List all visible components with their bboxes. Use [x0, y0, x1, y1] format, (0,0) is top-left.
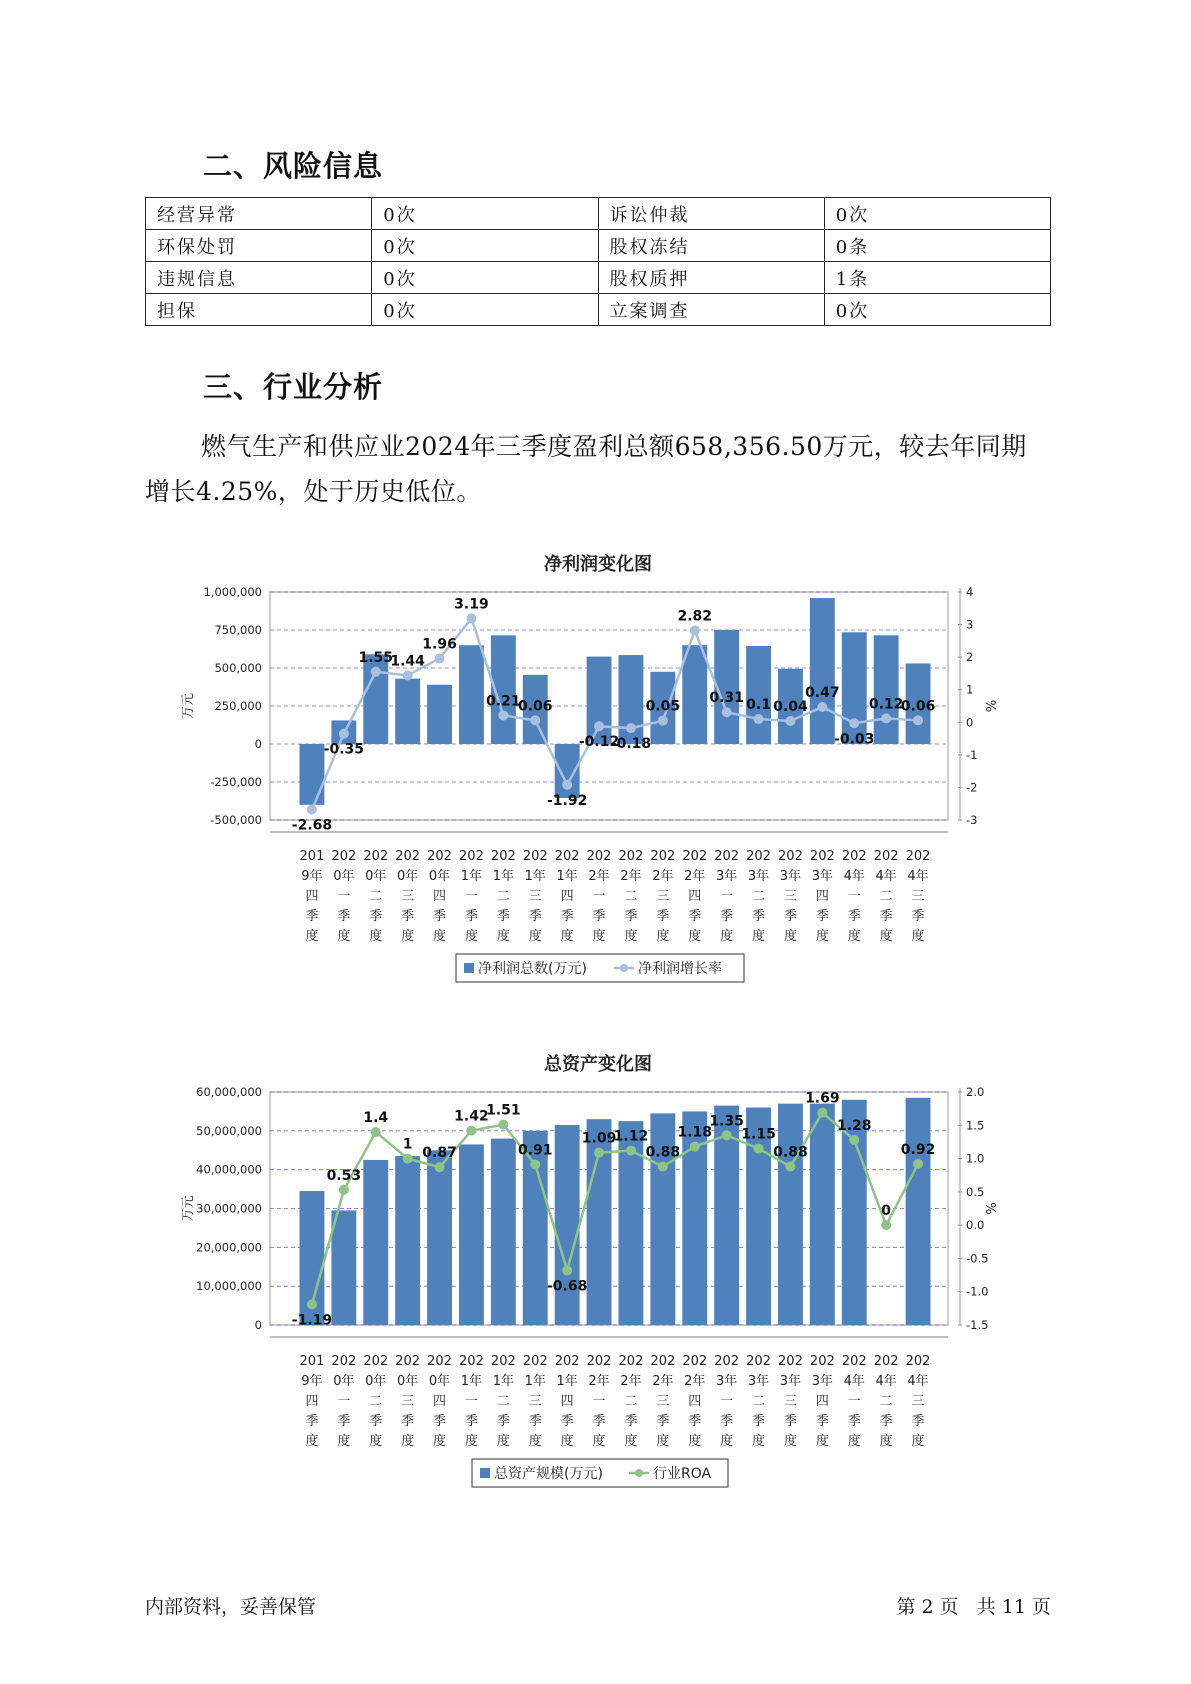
data-label: -1.92 — [546, 792, 588, 809]
y-tick-label: 1,000,000 — [203, 585, 262, 599]
line-point — [339, 1185, 349, 1195]
table-cell: 违规信息 — [146, 262, 372, 294]
x-tick-label: 202 4年一季度 — [841, 849, 867, 944]
table-cell: 立案调查 — [598, 294, 824, 326]
line-point — [307, 1299, 317, 1309]
table-cell: 股权冻结 — [598, 230, 824, 262]
y2-tick-label: 4 — [966, 585, 974, 599]
x-tick-label: 202 3年一季度 — [714, 849, 740, 944]
legend-bar-swatch — [480, 1468, 490, 1478]
data-label: 0.47 — [805, 684, 840, 701]
data-label: 0.05 — [645, 698, 681, 715]
x-tick-label: 202 2年二季度 — [618, 849, 644, 944]
y2-axis-title: % — [985, 1202, 1000, 1215]
y-tick-label: 10,000,000 — [196, 1279, 262, 1294]
data-label: 1.35 — [709, 1113, 744, 1130]
data-label: 0.92 — [900, 1141, 936, 1158]
footer-confidential-note: 内部资料，妥善保管 — [145, 1596, 317, 1618]
x-tick-label: 202 3年二季度 — [746, 1354, 771, 1449]
table-cell: 诉讼仲裁 — [598, 198, 824, 230]
data-label: -0.12 — [578, 734, 620, 751]
data-label: 0.06 — [517, 698, 553, 715]
x-tick-label: 202 3年三季度 — [778, 1354, 803, 1449]
y2-tick-label: 0 — [966, 715, 974, 730]
x-tick-label: 202 1年一季度 — [459, 1354, 484, 1449]
y2-tick-label: -1 — [966, 747, 978, 762]
table-row — [146, 230, 1051, 262]
line-point — [722, 707, 732, 717]
y-tick-label: 50,000,000 — [196, 1123, 262, 1138]
y2-tick-label: 1.0 — [966, 1151, 985, 1166]
y2-tick-label: 1 — [966, 682, 974, 697]
table-cell: 0次 — [372, 262, 598, 294]
line-point — [626, 723, 636, 733]
bar — [555, 1125, 580, 1325]
data-label: 0.91 — [517, 1142, 553, 1159]
legend-line-marker — [635, 1469, 643, 1477]
total-assets-chart — [0, 1040, 1191, 1504]
line-point — [435, 653, 445, 663]
x-tick-label: 202 2年三季度 — [650, 1354, 676, 1449]
table-cell: 股权质押 — [598, 262, 824, 294]
line-point — [562, 1265, 572, 1275]
bar — [746, 646, 771, 744]
line-point — [690, 625, 700, 635]
y2-tick-label: -0.5 — [966, 1251, 989, 1266]
y2-tick-label: -1.0 — [966, 1284, 989, 1299]
y-tick-label: 0 — [254, 1318, 262, 1332]
data-label: 0.53 — [326, 1167, 362, 1184]
line-point — [530, 1160, 540, 1170]
legend-bar-label: 净利润总数(万元) — [478, 961, 587, 977]
bar — [459, 645, 484, 744]
line-point — [913, 715, 923, 725]
x-tick-label: 202 0年四季度 — [427, 1354, 452, 1449]
x-tick-label: 202 2年二季度 — [618, 1354, 644, 1449]
legend-bar-label: 总资产规模(万元) — [494, 1466, 603, 1482]
bar — [427, 1150, 452, 1325]
bar — [491, 1139, 516, 1325]
y-tick-label: 250,000 — [214, 699, 262, 713]
line-point — [403, 1154, 413, 1164]
section-title-industry: 三、行业分析 — [203, 370, 384, 404]
line-point — [498, 1120, 508, 1130]
x-tick-label: 202 0年四季度 — [427, 849, 452, 944]
data-label: 1.09 — [581, 1130, 617, 1147]
bar — [395, 1156, 420, 1325]
line-point — [722, 1130, 732, 1140]
x-tick-label: 202 3年三季度 — [778, 849, 803, 944]
table-cell: 0次 — [372, 230, 598, 262]
data-label: 0.88 — [645, 1144, 681, 1161]
y-tick-label: 750,000 — [214, 623, 262, 637]
line-point — [307, 805, 317, 815]
x-tick-label: 202 1年二季度 — [490, 849, 516, 944]
data-label: 1 — [402, 1136, 413, 1153]
x-tick-label: 202 0年一季度 — [331, 849, 357, 944]
x-tick-label: 202 1年一季度 — [459, 849, 484, 944]
y-tick-label: -250,000 — [210, 775, 262, 789]
y2-tick-label: -1.5 — [966, 1318, 989, 1332]
data-label: 0.06 — [900, 698, 936, 715]
data-label: 0.31 — [709, 690, 744, 707]
data-label: 1.15 — [741, 1126, 776, 1143]
total-assets-chart-svg — [0, 1040, 1191, 1500]
x-tick-label: 202 1年三季度 — [522, 1354, 548, 1449]
bar — [810, 598, 835, 744]
footer-page-number: 第 2 页 共 11 页 — [896, 1596, 1051, 1618]
data-label: -0.68 — [546, 1278, 588, 1295]
line-point — [754, 714, 764, 724]
x-tick-label: 202 2年四季度 — [682, 1354, 708, 1449]
line-point — [530, 715, 540, 725]
data-label: 0.87 — [422, 1145, 457, 1162]
bar — [300, 744, 325, 805]
table-cell: 0条 — [824, 230, 1050, 262]
data-label: 1.96 — [422, 636, 457, 653]
data-label: 0.12 — [868, 696, 904, 713]
x-tick-label: 202 1年二季度 — [490, 1354, 516, 1449]
line-point — [658, 716, 668, 726]
x-tick-label: 202 2年三季度 — [650, 849, 676, 944]
line-point — [626, 1146, 636, 1156]
bar — [331, 1210, 356, 1325]
data-label: 0.1 — [746, 697, 771, 714]
data-label: -0.35 — [323, 741, 365, 758]
x-tick-label: 202 4年二季度 — [873, 1354, 899, 1449]
data-label: 1.18 — [677, 1124, 713, 1141]
legend-line-label: 净利润增长率 — [638, 961, 722, 977]
line-point — [785, 716, 795, 726]
bar — [906, 1098, 931, 1325]
y-tick-label: 30,000,000 — [196, 1201, 262, 1216]
line-point — [435, 1162, 445, 1172]
bar — [778, 1104, 803, 1325]
bar — [427, 685, 452, 744]
data-label: 1.4 — [363, 1109, 389, 1126]
data-label: -0.18 — [610, 736, 652, 753]
x-tick-label: 202 3年一季度 — [714, 1354, 740, 1449]
line-point — [849, 718, 859, 728]
net-profit-chart — [0, 540, 1191, 1004]
table-cell: 经营异常 — [146, 198, 372, 230]
line-point — [466, 613, 476, 623]
x-tick-label: 202 4年二季度 — [873, 849, 899, 944]
line-point — [658, 1162, 668, 1172]
y-axis-title: 万元 — [181, 692, 196, 720]
chart-title: 总资产变化图 — [544, 1054, 652, 1075]
table-row — [146, 198, 1051, 230]
line-point — [594, 1148, 604, 1158]
x-tick-label: 202 0年一季度 — [331, 1354, 357, 1449]
x-tick-label: 202 2年一季度 — [586, 1354, 612, 1449]
table-row — [146, 294, 1051, 326]
line-point — [817, 702, 827, 712]
x-tick-label: 201 9年四季度 — [299, 1354, 325, 1449]
data-label: -1.19 — [291, 1312, 333, 1329]
line-point — [785, 1162, 795, 1172]
x-tick-label: 202 2年四季度 — [682, 849, 708, 944]
data-label: 0.88 — [773, 1144, 808, 1161]
line-point — [562, 780, 572, 790]
x-tick-label: 202 0年三季度 — [395, 1354, 421, 1449]
line-point — [594, 721, 604, 731]
data-label: 2.82 — [677, 608, 713, 625]
line-point — [881, 1220, 891, 1230]
table-cell: 环保处罚 — [146, 230, 372, 262]
data-label: 0 — [881, 1203, 892, 1220]
bar — [459, 1144, 484, 1325]
line-point — [690, 1142, 700, 1152]
x-tick-label: 202 4年三季度 — [905, 1354, 931, 1449]
x-tick-label: 202 4年一季度 — [841, 1354, 867, 1449]
data-label: -2.68 — [291, 817, 333, 834]
line-point — [403, 670, 413, 680]
table-cell: 0次 — [372, 294, 598, 326]
data-label: 0.04 — [773, 698, 808, 715]
table-cell: 1条 — [824, 262, 1050, 294]
analysis-paragraph: 燃气生产和供应业2024年三季度盈利总额658,356.50万元，较去年同期增长4.25%，处于历史低位。 — [145, 432, 1027, 506]
y2-tick-label: 0.0 — [966, 1218, 985, 1233]
x-tick-label: 202 1年四季度 — [554, 1354, 580, 1449]
line-point — [371, 667, 381, 677]
line-point — [913, 1159, 923, 1169]
x-tick-label: 202 3年四季度 — [809, 1354, 835, 1449]
data-label: 0.21 — [486, 693, 521, 710]
x-tick-label: 202 1年四季度 — [554, 849, 580, 944]
line-point — [498, 710, 508, 720]
line-point — [371, 1127, 381, 1137]
x-tick-label: 202 3年四季度 — [809, 849, 835, 944]
data-label: -0.03 — [834, 731, 875, 748]
y-tick-label: 0 — [254, 737, 262, 751]
y-tick-label: 60,000,000 — [196, 1085, 262, 1099]
y2-tick-label: 2.0 — [966, 1085, 985, 1099]
legend-line-marker — [620, 964, 628, 972]
line-point — [817, 1108, 827, 1118]
y2-tick-label: 3 — [966, 617, 974, 632]
table-row — [146, 262, 1051, 294]
bar — [810, 1104, 835, 1325]
data-label: 1.69 — [805, 1090, 840, 1107]
table-cell: 担保 — [146, 294, 372, 326]
y2-tick-label: 2 — [966, 650, 974, 665]
chart-title: 净利润变化图 — [544, 554, 652, 575]
data-label: 1.28 — [836, 1117, 872, 1134]
y-tick-label: 40,000,000 — [196, 1162, 262, 1177]
line-point — [754, 1144, 764, 1154]
x-tick-label: 201 9年四季度 — [299, 849, 325, 944]
line-point — [881, 713, 891, 723]
bar — [395, 679, 420, 744]
x-tick-label: 202 2年一季度 — [586, 849, 612, 944]
risk-info-table — [145, 197, 1051, 326]
data-label: 1.51 — [486, 1102, 521, 1119]
data-label: 1.42 — [454, 1108, 489, 1125]
y-tick-label: 20,000,000 — [196, 1240, 262, 1255]
net-profit-chart-svg — [0, 540, 1191, 1000]
x-tick-label: 202 0年二季度 — [363, 849, 389, 944]
line-point — [466, 1126, 476, 1136]
x-tick-label: 202 0年三季度 — [395, 849, 421, 944]
y-axis-title: 万元 — [181, 1195, 196, 1222]
line-point — [849, 1135, 859, 1145]
data-label: 1.55 — [358, 649, 394, 666]
bar — [363, 1160, 388, 1325]
y-tick-label: 500,000 — [214, 661, 262, 675]
bar — [874, 635, 899, 744]
bar — [682, 645, 707, 744]
data-label: 1.12 — [613, 1128, 649, 1145]
y2-tick-label: -2 — [966, 780, 978, 795]
line-point — [339, 729, 349, 739]
y2-axis-title: % — [985, 699, 1000, 713]
data-label: 1.44 — [390, 653, 425, 670]
y2-tick-label: 1.5 — [966, 1118, 985, 1133]
table-cell: 0次 — [824, 198, 1050, 230]
section-title-risk: 二、风险信息 — [203, 149, 384, 183]
y-tick-label: -500,000 — [210, 813, 262, 827]
x-tick-label: 202 1年三季度 — [522, 849, 548, 944]
legend-line-label: 行业ROA — [653, 1466, 712, 1482]
x-tick-label: 202 4年三季度 — [905, 849, 931, 944]
x-tick-label: 202 0年二季度 — [363, 1354, 389, 1449]
y2-tick-label: -3 — [966, 813, 978, 827]
legend-bar-swatch — [464, 963, 474, 973]
y2-tick-label: 0.5 — [966, 1184, 985, 1199]
data-label: 3.19 — [454, 596, 489, 613]
table-cell: 0次 — [372, 198, 598, 230]
x-tick-label: 202 3年二季度 — [746, 849, 771, 944]
table-cell: 0次 — [824, 294, 1050, 326]
